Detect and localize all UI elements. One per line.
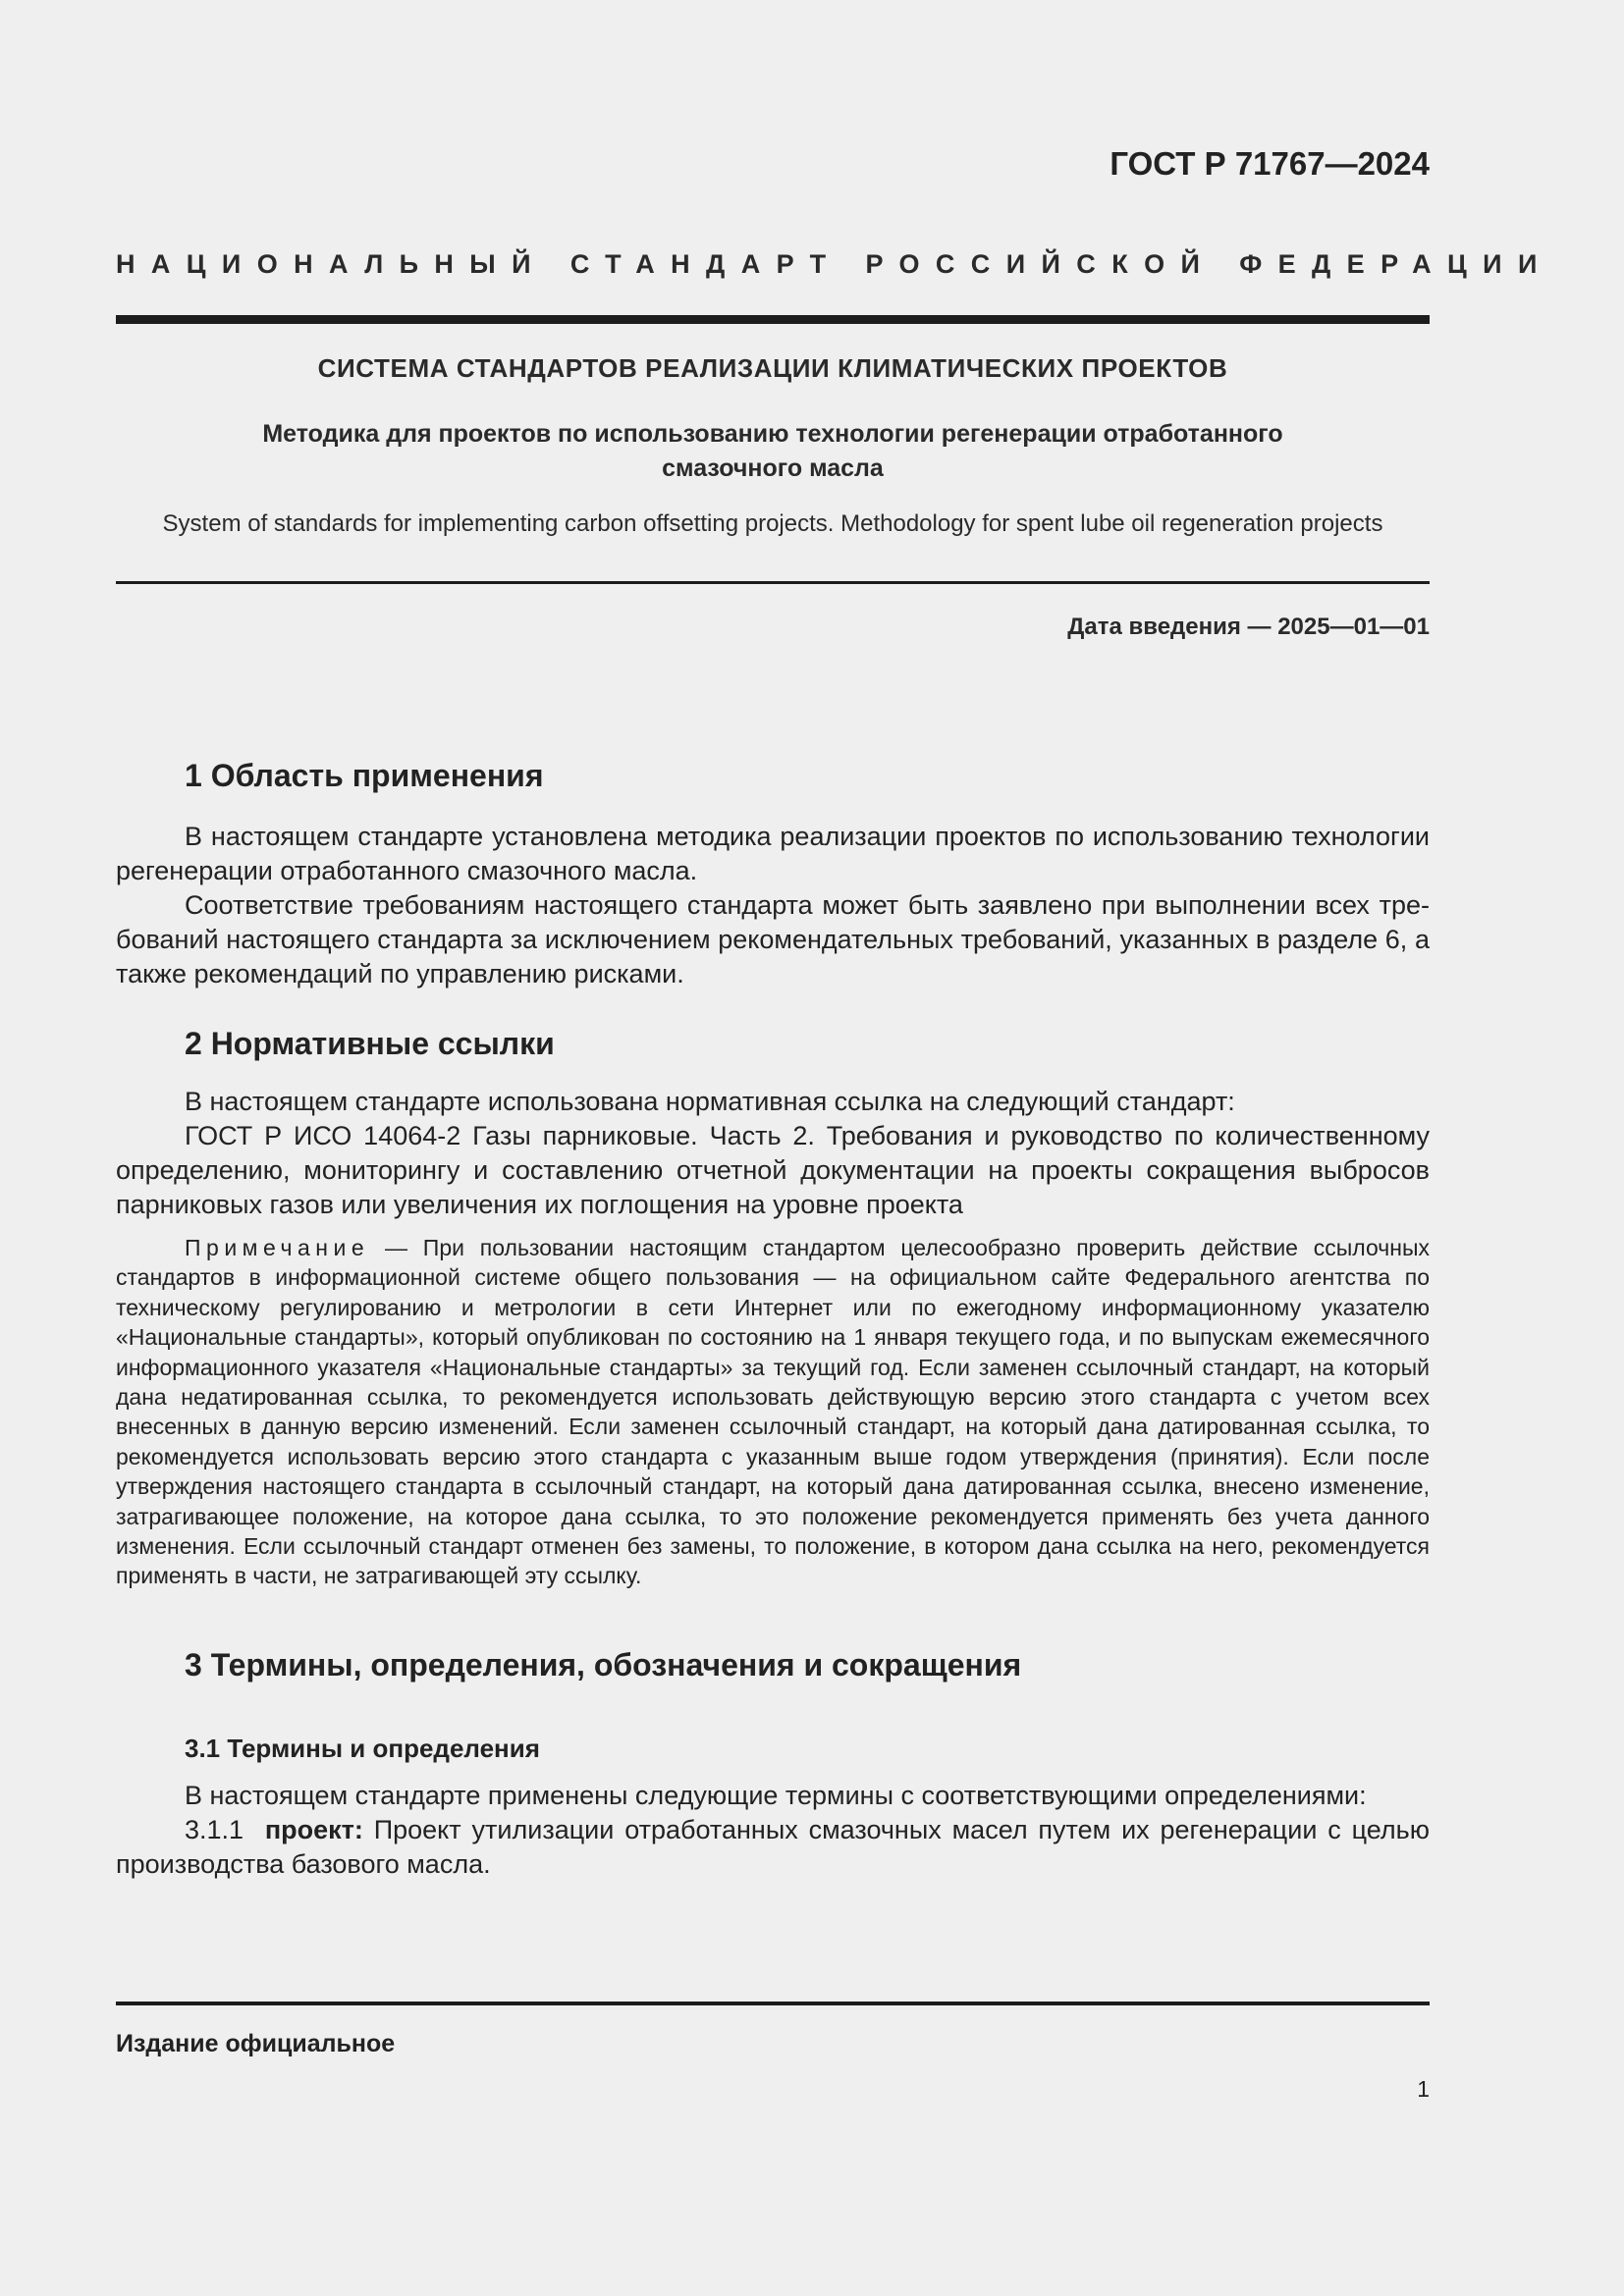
section-2-reference <box>116 1119 1430 1222</box>
page-number: 1 <box>1417 2076 1430 2102</box>
note-label: Примечание <box>185 1235 370 1260</box>
section-3-paragraph-1-text: В настоящем стандарте применены следующие термины с соответствующими определениями: <box>185 1781 1367 1810</box>
section-1-paragraph-1-text: В настоящем стандарте установлена методика реализации проектов по использованию технологии регенерации отработанного смазочного масла. <box>116 822 1430 885</box>
section-2-title: 2 Нормативные ссылки <box>185 1026 555 1061</box>
gost-code: ГОСТ Р 71767—2024 <box>1110 145 1430 182</box>
method-title <box>116 417 1430 486</box>
note-text: — При пользовании настоящим стандартом целесообразно проверить действие ссылочных стандартов в информационной системе общего пользования — на официальном сайте Федерального агентства по техническому регулированию и метрологии в сети Интернет или по ежегодному информационному указателю «Национальные стандарты», который опубликован по состоянию на 1 января текущего года, и по выпускам ежемесячного информационного указателя «Национальные стандарты» за текущий год. Если заменен ссылочный стандарт, на который дана недатированная ссылка, то рекомендуется использовать действующую версию этого стандарта с учетом всех внесенных в данную версию изменений. Если заменен ссылочный стандарт, на который дана датированная ссылка, то рекомендуется использовать версию этого стандарта с указанным выше годом утверждения (принятия). Если после утверждения настоящего стандарта в ссылочный стандарт, на который дана датированная ссылка, внесено изменение, затрагивающее положение, на которое дана ссылка, то это положение рекомендуется применять без учета данного изменения. Если ссылочный стандарт отменен без замены, то положение, в котором дана ссылка на него, рекомендуется применять в части, не затрагивающей эту ссылку. <box>116 1235 1430 1589</box>
section-1-title: 1 Область применения <box>185 758 544 793</box>
section-1-paragraph-2-text: Соответствие требованиям настоящего стандарта может быть заявлено при выполнении всех требований настоящего стандарта за исключением рекомендательных требований, указанных в разделе 6, а также рекомендаций по управлению рисками. <box>116 890 1430 988</box>
section-2-paragraph-1-text: В настоящем стандарте использована нормативная ссылка на следующий стандарт: <box>185 1087 1235 1116</box>
term-3-1-1 <box>116 1813 1430 1882</box>
section-3-title: 3 Термины, определения, обозначения и сокращения <box>185 1647 1022 1682</box>
national-standard-banner: НАЦИОНАЛЬНЫЙ СТАНДАРТ РОССИЙСКОЙ ФЕДЕРАЦИИ <box>116 249 1553 279</box>
term-name: проект: <box>264 1815 363 1844</box>
term-number: 3.1.1 <box>185 1815 244 1844</box>
method-title-line1: Методика для проектов по использованию технологии регенерации отработанного <box>262 420 1283 448</box>
system-title: СИСТЕМА СТАНДАРТОВ РЕАЛИЗАЦИИ КЛИМАТИЧЕСКИХ ПРОЕКТОВ <box>317 353 1228 383</box>
section-1-paragraph-1 <box>116 820 1430 888</box>
title-divider <box>116 581 1430 584</box>
section-1-paragraph-2 <box>116 888 1430 991</box>
introduction-date: Дата введения — 2025—01—01 <box>1067 614 1430 640</box>
section-2-paragraph-1 <box>116 1085 1430 1119</box>
term-definition: Проект утилизации отработанных смазочных масел путем их регенерации с целью производства базового масла. <box>116 1815 1430 1879</box>
section-2-reference-text: ГОСТ Р ИСО 14064-2 Газы парниковые. Часть 2. Требования и руководство по количественному определению, мониторингу и составлению отчетной документации на проекты сокращения выбросов парниковых газов или увеличения их поглощения на уровне проекта <box>116 1121 1430 1219</box>
section-3-1-title: 3.1 Термины и определения <box>185 1734 540 1763</box>
english-title: System of standards for implementing carbon offsetting projects. Methodology for spent lube oil regeneration projects <box>162 510 1383 537</box>
section-3-paragraph-1 <box>116 1779 1430 1813</box>
edition-label: Издание официальное <box>116 2030 396 2057</box>
header-divider <box>116 315 1430 324</box>
section-2-note <box>116 1233 1430 1591</box>
method-title-line2: смазочного масла <box>662 454 884 482</box>
footer-divider <box>116 2002 1430 2005</box>
